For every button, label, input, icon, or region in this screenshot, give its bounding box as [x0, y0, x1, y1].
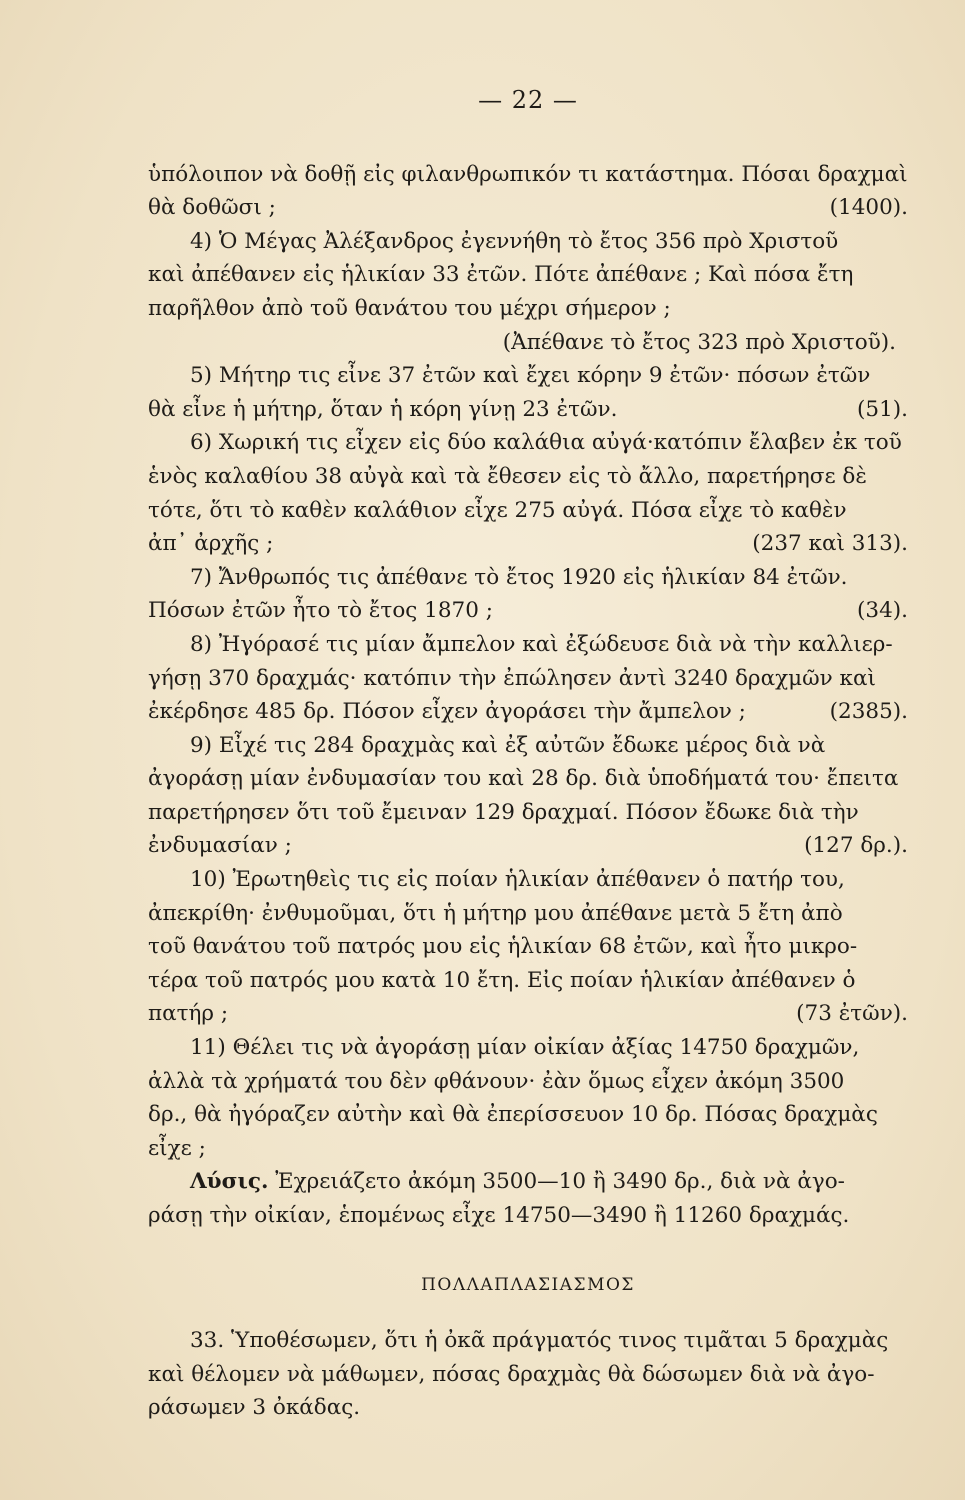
text-line: ράσωμεν 3 ὀκάδας. — [148, 1395, 361, 1421]
line-text: Πόσων ἐτῶν ἦτο τὸ ἔτος 1870 ; — [148, 598, 493, 624]
line-text: ἀπ᾽ ἀρχῆς ; — [148, 531, 274, 557]
problem-4: 4) Ὁ Μέγας Ἀλέξανδρος ἐγεννήθη τὸ ἔτος 356 πρὸ Χριστοῦ — [190, 228, 839, 254]
answer: (237 καὶ 313). — [752, 531, 908, 557]
problem-8: 8) Ἠγόρασέ τις μίαν ἄμπελον καὶ ἐξώδευσε διὰ νὰ τὴν καλλιερ- — [190, 631, 893, 657]
text-line: τότε, ὅτι τὸ καθὲν καλάθιον εἶχε 275 αὐγά. Πόσα εἶχε τὸ καθὲν — [148, 497, 847, 523]
text-line — [148, 695, 908, 729]
text-line — [148, 393, 908, 427]
text-line — [148, 594, 908, 628]
problem-33: 33. Ὑποθέσωμεν, ὅτι ἡ ὀκᾶ πράγματός τινος τιμᾶται 5 δραχμὰς — [190, 1328, 889, 1354]
text-line: ἑνὸς καλαθίου 38 αὐγὰ καὶ τὰ ἔθεσεν εἰς τὸ ἄλλο, παρετήρησε δὲ — [148, 463, 867, 489]
line-text: θὰ δοθῶσι ; — [148, 195, 276, 221]
text-line: εἶχε ; — [148, 1135, 206, 1161]
text-line: ἀγοράσῃ μίαν ἐνδυμασίαν του καὶ 28 δρ. διὰ ὑποδήματά του· ἔπειτα — [148, 766, 899, 792]
problem-6: 6) Χωρική τις εἶχεν εἰς δύο καλάθια αὐγά·κατόπιν ἔλαβεν ἐκ τοῦ — [190, 430, 902, 456]
answer: (1400). — [829, 195, 908, 221]
text-line: καὶ θέλομεν νὰ μάθωμεν, πόσας δραχμὰς θὰ δώσωμεν διὰ νὰ ἀγο- — [148, 1361, 875, 1387]
problem-7: 7) Ἄνθρωπός τις ἀπέθανε τὸ ἔτος 1920 εἰς ἡλικίαν 84 ἐτῶν. — [190, 564, 848, 590]
answer: (34). — [857, 598, 908, 624]
text-line: τέρα τοῦ πατρός μου κατὰ 10 ἔτη. Εἰς ποίαν ἡλικίαν ἀπέθανεν ὁ — [148, 967, 856, 993]
page-number: — 22 — — [478, 86, 578, 114]
line-text: ἐκέρδησε 485 δρ. Πόσον εἶχεν ἀγοράσει τὴν ἄμπελον ; — [148, 699, 746, 725]
problem-5: 5) Μήτηρ τις εἶνε 37 ἐτῶν καὶ ἔχει κόρην 9 ἐτῶν· πόσων ἐτῶν — [190, 363, 871, 389]
line-text: Ἐχρειάζετο ἀκόμη 3500—10 ἢ 3490 δρ., διὰ νὰ ἀγο- — [268, 1169, 845, 1195]
page-text — [148, 84, 908, 1425]
text-line: ἀλλὰ τὰ χρήματά του δὲν φθάνουν· ἐὰν ὅμως εἶχεν ἀκόμη 3500 — [148, 1068, 845, 1094]
section-heading: ΠΟΛΛΑΠΛΑΣΙΑΣΜΟΣ — [421, 1274, 635, 1295]
text-line: ράσῃ τὴν οἰκίαν, ἑπομένως εἶχε 14750—3490 ἢ 11260 δραχμάς. — [148, 1203, 850, 1228]
answer: (73 ἐτῶν). — [796, 1001, 908, 1027]
text-line — [148, 829, 908, 863]
text-line: ἀπεκρίθη· ἐνθυμοῦμαι, ὅτι ἡ μήτηρ μου ἀπέθανε μετὰ 5 ἔτη ἀπὸ — [148, 900, 843, 926]
text-line: γήσῃ 370 δραχμάς· κατόπιν τὴν ἐπώλησεν ἀντὶ 3240 δραχμῶν καὶ — [148, 665, 876, 691]
text-line: καὶ ἀπέθανεν εἰς ἡλικίαν 33 ἐτῶν. Πότε ἀπέθανε ; Καὶ πόσα ἔτη — [148, 262, 854, 288]
problem-11: 11) Θέλει τις νὰ ἀγοράσῃ μίαν οἰκίαν ἀξίας 14750 δραχμῶν, — [190, 1035, 860, 1061]
answer: (127 δρ.). — [804, 833, 908, 859]
text-line — [148, 191, 908, 225]
line-text: θὰ εἶνε ἡ μήτηρ, ὅταν ἡ κόρη γίνῃ 23 ἐτῶν. — [148, 396, 618, 422]
problem-10: 10) Ἐρωτηθεὶς τις εἰς ποίαν ἡλικίαν ἀπέθανεν ὁ πατήρ του, — [190, 867, 845, 893]
problem-9: 9) Εἶχέ τις 284 δραχμὰς καὶ ἐξ αὐτῶν ἔδωκε μέρος διὰ νὰ — [190, 732, 826, 758]
text-line: ὑπόλοιπον νὰ δοθῇ εἰς φιλανθρωπικόν τι κατάστημα. Πόσαι δραχμαὶ — [148, 161, 908, 187]
solution-line — [148, 1165, 908, 1199]
solution-label: Λύσις. — [190, 1169, 269, 1195]
text-line: τοῦ θανάτου τοῦ πατρός μου εἰς ἡλικίαν 68 ἐτῶν, καὶ ἦτο μικρο- — [148, 934, 858, 960]
answer: (51). — [857, 396, 908, 422]
line-text: πατήρ ; — [148, 1001, 229, 1027]
text-line — [148, 997, 908, 1031]
text-line: παρῆλθον ἀπὸ τοῦ θανάτου του μέχρι σήμερον ; — [148, 295, 671, 321]
line-text: ἐνδυμασίαν ; — [148, 833, 292, 859]
text-line — [148, 527, 908, 561]
text-line: παρετήρησεν ὅτι τοῦ ἔμειναν 129 δραχμαί. Πόσον ἔδωκε διὰ τὴν — [148, 799, 859, 825]
text-line: δρ., θὰ ἠγόραζεν αὐτὴν καὶ θὰ ἐπερίσσευον 10 δρ. Πόσας δραχμὰς — [148, 1102, 878, 1128]
answer: (Ἀπέθανε τὸ ἔτος 323 πρὸ Χριστοῦ). — [502, 329, 896, 355]
answer: (2385). — [829, 699, 908, 725]
